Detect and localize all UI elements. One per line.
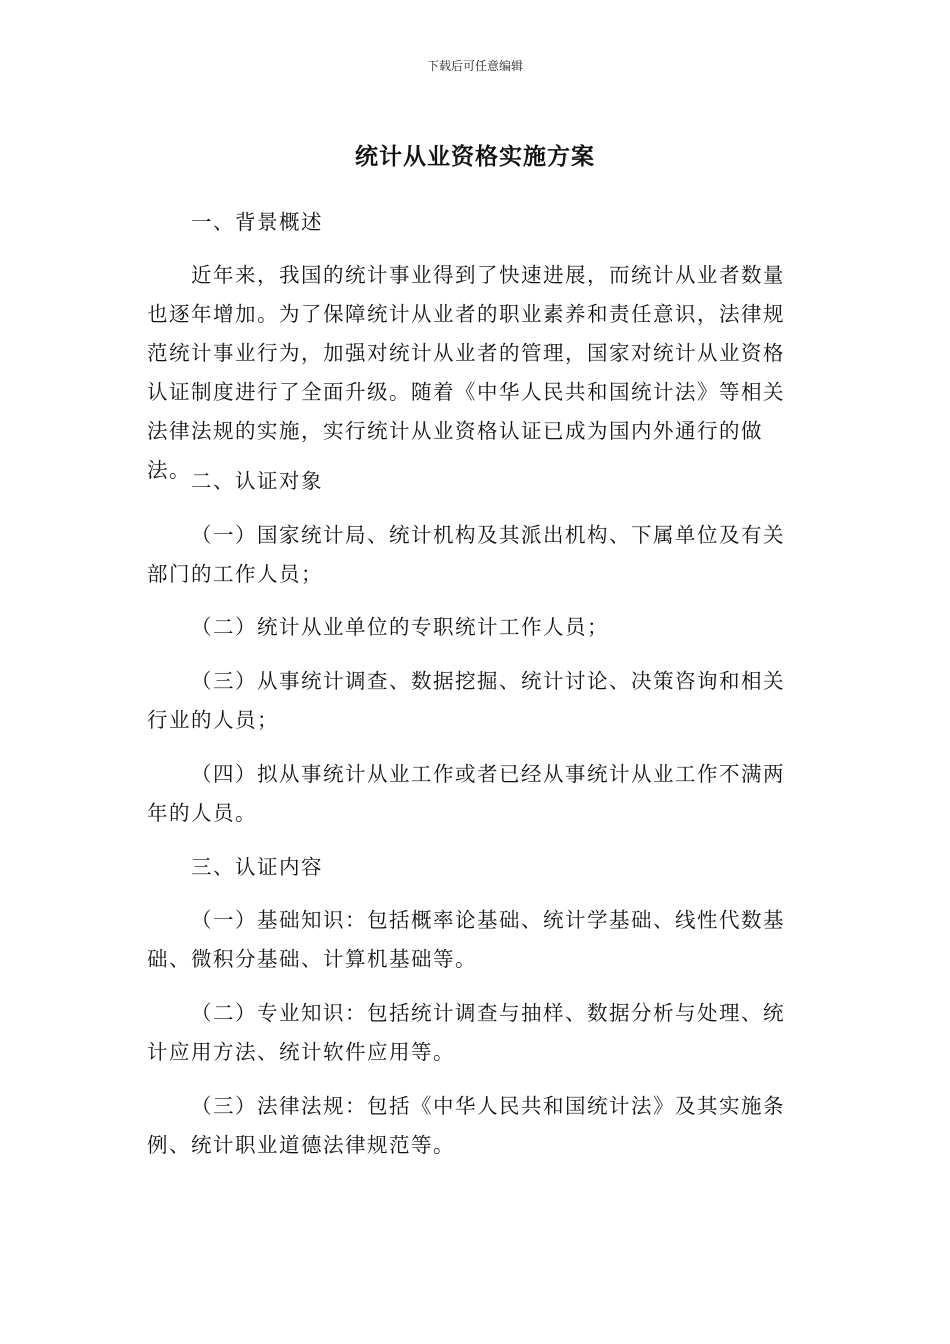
- target-item-3: [147, 662, 795, 740]
- header-note: 下载后可任意编辑: [426, 59, 523, 73]
- target-item-2: [147, 608, 795, 647]
- list-item-text: （四）拟从事统计从业工作或者已经从事统计从业工作不满两年的人员。: [147, 762, 785, 825]
- list-item-text: （三）法律法规：包括《中华人民共和国统计法》及其实施条例、统计职业道德法律规范等。: [147, 1094, 785, 1157]
- paragraph-text: 近年来，我国的统计事业得到了快速进展，而统计从业者数量也逐年增加。为了保障统计从业者的职业素养和责任意识，法律规范统计事业行为，加强对统计从业者的管理，国家对统计从业资格认证制度进行了全面升级。随着《中华人民共和国统计法》等相关法律法规的实施，实行统计从业资格认证已成为国内外通行的做法。: [147, 263, 785, 482]
- content-item-2: [147, 994, 795, 1072]
- section-heading-content: 三、认证内容: [191, 855, 323, 879]
- target-item-1: [147, 516, 795, 594]
- background-paragraph: [147, 256, 795, 490]
- list-item-text: （三）从事统计调查、数据挖掘、统计讨论、决策咨询和相关行业的人员；: [147, 669, 785, 732]
- list-item-text: （二）专业知识：包括统计调查与抽样、数据分析与处理、统计应用方法、统计软件应用等。: [147, 1001, 785, 1064]
- list-item-text: （一）国家统计局、统计机构及其派出机构、下属单位及有关部门的工作人员；: [147, 523, 785, 586]
- content-item-3: [147, 1087, 795, 1165]
- section-heading-targets: 二、认证对象: [191, 469, 323, 493]
- list-item-text: （一）基础知识：包括概率论基础、统计学基础、线性代数基础、微积分基础、计算机基础等。: [147, 908, 785, 971]
- list-item-text: （二）统计从业单位的专职统计工作人员；: [191, 615, 609, 639]
- target-item-4: [147, 755, 795, 833]
- section-heading-background: 一、背景概述: [191, 210, 323, 234]
- content-item-1: [147, 901, 795, 979]
- document-title: 统计从业资格实施方案: [355, 144, 595, 170]
